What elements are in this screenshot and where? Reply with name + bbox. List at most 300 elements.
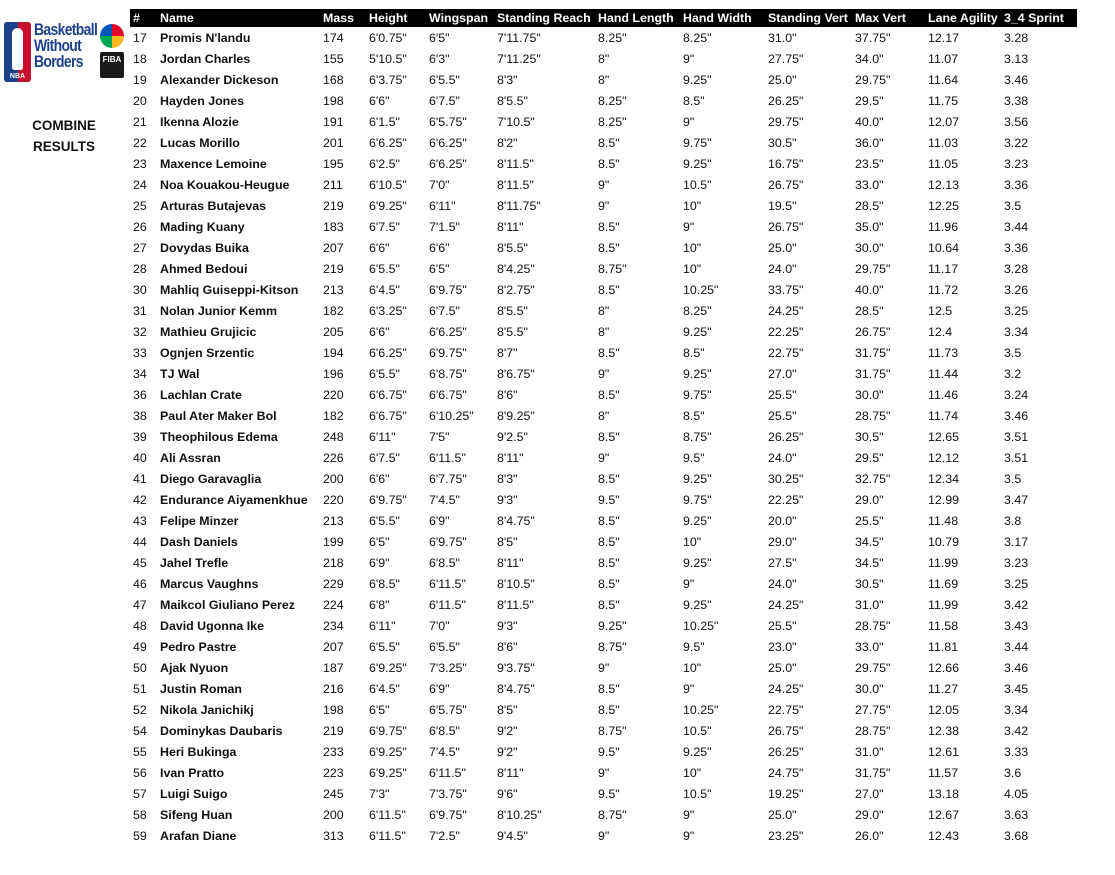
table-cell: 8'11.75" xyxy=(497,198,541,213)
table-row xyxy=(130,531,1077,552)
table-cell: 54 xyxy=(133,723,147,738)
nba-logo-icon xyxy=(4,22,31,82)
table-cell: 22.25" xyxy=(768,492,804,507)
table-cell: 12.38 xyxy=(928,723,960,738)
table-cell: 9.25" xyxy=(683,744,712,759)
table-cell: 19 xyxy=(133,72,147,87)
table-cell: 6'5.5" xyxy=(369,513,400,528)
table-cell: 9.5" xyxy=(683,450,705,465)
table-cell: 47 xyxy=(133,597,147,612)
table-cell: 6'11" xyxy=(369,618,396,633)
table-cell: 34.0" xyxy=(855,51,884,66)
table-cell: 8'11" xyxy=(497,765,524,780)
table-cell: 8'11.5" xyxy=(497,597,534,612)
table-cell: 6'9.75" xyxy=(429,807,467,822)
table-cell: 8'5.5" xyxy=(497,303,528,318)
table-cell: 4.05 xyxy=(1004,786,1029,801)
table-cell: 30.25" xyxy=(768,471,804,486)
table-cell: 8'6" xyxy=(497,639,518,654)
table-row xyxy=(130,510,1077,531)
table-cell: 25.0" xyxy=(768,72,797,87)
table-cell: 8.5" xyxy=(598,534,620,549)
table-cell: 3.63 xyxy=(1004,807,1029,822)
table-cell: 28.75" xyxy=(855,723,891,738)
page-title-line-2: RESULTS xyxy=(32,139,95,154)
table-cell: 23.25" xyxy=(768,828,804,843)
player-name-cell: Mahliq Guiseppi-Kitson xyxy=(160,282,299,297)
table-cell: 7'4.5" xyxy=(429,492,460,507)
page-title-line-1: COMBINE xyxy=(32,118,96,133)
table-cell: 55 xyxy=(133,744,147,759)
column-header-wingspan: Wingspan xyxy=(426,9,494,27)
table-cell: 9" xyxy=(683,576,695,591)
table-row xyxy=(130,300,1077,321)
table-cell: 29.0" xyxy=(855,492,884,507)
table-cell: 6'7.5" xyxy=(369,219,400,234)
table-cell: 10" xyxy=(683,261,702,276)
table-cell: 34.5" xyxy=(855,555,884,570)
table-cell: 6'9" xyxy=(429,681,450,696)
table-cell: 51 xyxy=(133,681,147,696)
table-cell: 9.25" xyxy=(683,513,712,528)
table-cell: 30.0" xyxy=(855,681,884,696)
player-name-cell: Heri Bukinga xyxy=(160,744,237,759)
table-cell: 6'8.5" xyxy=(429,555,460,570)
table-cell: 9.75" xyxy=(683,492,712,507)
table-cell: 200 xyxy=(323,807,344,822)
table-cell: 34.5" xyxy=(855,534,884,549)
table-cell: 11.99 xyxy=(928,597,959,612)
table-cell: 198 xyxy=(323,702,344,717)
combine-results-table xyxy=(130,9,1077,846)
table-cell: 52 xyxy=(133,702,147,717)
player-name-cell: Theophilous Edema xyxy=(160,429,278,444)
bwb-line-2: Without xyxy=(34,36,82,55)
table-cell: 12.67 xyxy=(928,807,960,822)
table-cell: 8.5" xyxy=(598,702,620,717)
table-cell: 48 xyxy=(133,618,147,633)
player-name-cell: Dovydas Buika xyxy=(160,240,249,255)
table-cell: 198 xyxy=(323,93,344,108)
table-cell: 9" xyxy=(683,681,695,696)
player-name-cell: Nikola Janichikj xyxy=(160,702,254,717)
table-cell: 6'5.5" xyxy=(369,366,400,381)
player-name-cell: Endurance Aiyamenkhue xyxy=(160,492,308,507)
table-cell: 6'6.25" xyxy=(369,135,407,150)
column-header-max-vert: Max Vert xyxy=(852,9,925,27)
table-cell: 8'6" xyxy=(497,387,518,402)
table-cell: 5'10.5" xyxy=(369,51,407,66)
table-cell: 28.75" xyxy=(855,408,891,423)
table-cell: 26.75" xyxy=(768,723,804,738)
table-cell: 3.22 xyxy=(1004,135,1029,150)
table-cell: 12.99 xyxy=(928,492,960,507)
table-cell: 11.64 xyxy=(928,72,959,87)
table-cell: 3.36 xyxy=(1004,240,1029,255)
table-row xyxy=(130,195,1077,216)
table-cell: 3.8 xyxy=(1004,513,1022,528)
table-cell: 56 xyxy=(133,765,147,780)
table-cell: 6'6.25" xyxy=(429,324,467,339)
table-cell: 9.25" xyxy=(683,597,712,612)
table-cell: 3.44 xyxy=(1004,219,1029,234)
table-cell: 8'2" xyxy=(497,135,518,150)
table-cell: 6'6.25" xyxy=(429,156,467,171)
nba-label: NBA xyxy=(9,73,26,80)
table-cell: 6'9" xyxy=(429,513,450,528)
table-row xyxy=(130,468,1077,489)
table-cell: 25.0" xyxy=(768,807,797,822)
table-cell: 57 xyxy=(133,786,147,801)
player-name-cell: Marcus Vaughns xyxy=(160,576,259,591)
table-cell: 6'6" xyxy=(429,240,450,255)
table-cell: 8.5" xyxy=(598,156,620,171)
table-cell: 11.07 xyxy=(928,51,959,66)
bwb-line-1: Basketball xyxy=(34,20,98,39)
table-cell: 11.72 xyxy=(928,282,959,297)
player-name-cell: Ikenna Alozie xyxy=(160,114,239,129)
table-cell: 10" xyxy=(683,765,702,780)
table-cell: 10.79 xyxy=(928,534,960,549)
table-cell: 6'5.5" xyxy=(429,72,460,87)
table-cell: 33.0" xyxy=(855,177,884,192)
table-cell: 11.58 xyxy=(928,618,959,633)
player-name-cell: Alexander Dickeson xyxy=(160,72,279,87)
table-cell: 31.75" xyxy=(855,366,891,381)
player-name-cell: Lachlan Crate xyxy=(160,387,242,402)
table-cell: 6'6" xyxy=(369,93,390,108)
table-cell: 29.75" xyxy=(855,72,891,87)
table-cell: 9" xyxy=(598,366,610,381)
table-row xyxy=(130,405,1077,426)
table-row xyxy=(130,636,1077,657)
table-row xyxy=(130,720,1077,741)
table-cell: 8'4.75" xyxy=(497,513,535,528)
table-cell: 8'5.5" xyxy=(497,240,528,255)
table-row xyxy=(130,69,1077,90)
table-cell: 26.25" xyxy=(768,744,804,759)
table-cell: 25.5" xyxy=(768,618,797,633)
table-cell: 3.34 xyxy=(1004,324,1029,339)
table-cell: 8'4.25" xyxy=(497,261,535,276)
table-row xyxy=(130,384,1077,405)
table-cell: 7'10.5" xyxy=(497,114,535,129)
table-cell: 226 xyxy=(323,450,344,465)
table-cell: 168 xyxy=(323,72,344,87)
table-cell: 6'5.75" xyxy=(429,114,467,129)
table-cell: 3.5 xyxy=(1004,471,1022,486)
page-title xyxy=(0,115,128,157)
table-cell: 30 xyxy=(133,282,147,297)
table-cell: 12.25 xyxy=(928,198,960,213)
table-cell: 8.25" xyxy=(683,30,712,45)
table-cell: 28.75" xyxy=(855,618,891,633)
column-header-hand-length: Hand Length xyxy=(595,9,680,27)
table-cell: 3.23 xyxy=(1004,555,1029,570)
fiba-label: FIBA xyxy=(102,55,122,64)
table-cell: 8.25" xyxy=(683,303,712,318)
table-cell: 8'3" xyxy=(497,72,518,87)
table-cell: 3.42 xyxy=(1004,597,1029,612)
table-row xyxy=(130,111,1077,132)
table-cell: 10.5" xyxy=(683,786,712,801)
table-cell: 8'6.75" xyxy=(497,366,535,381)
table-cell: 24.25" xyxy=(768,597,804,612)
table-body xyxy=(130,27,1077,846)
table-cell: 3.17 xyxy=(1004,534,1029,549)
table-cell: 9" xyxy=(598,765,610,780)
table-cell: 234 xyxy=(323,618,344,633)
table-cell: 7'3.75" xyxy=(429,786,467,801)
table-cell: 6'5.5" xyxy=(369,639,400,654)
table-cell: 199 xyxy=(323,534,344,549)
bwb-line-3: Borders xyxy=(34,52,83,71)
table-cell: 12.13 xyxy=(928,177,960,192)
table-cell: 6'11.5" xyxy=(429,597,466,612)
table-cell: 28.5" xyxy=(855,198,884,213)
table-row xyxy=(130,573,1077,594)
table-cell: 24.0" xyxy=(768,261,797,276)
table-cell: 6'5" xyxy=(429,261,450,276)
table-cell: 6'4.5" xyxy=(369,681,400,696)
table-row xyxy=(130,216,1077,237)
table-header-row xyxy=(130,9,1077,27)
table-cell: 6'5" xyxy=(429,30,450,45)
table-cell: 24.0" xyxy=(768,450,797,465)
table-cell: 12.61 xyxy=(928,744,960,759)
player-name-cell: Hayden Jones xyxy=(160,93,245,108)
table-cell: 8'10.25" xyxy=(497,807,542,822)
table-cell: 220 xyxy=(323,492,344,507)
table-cell: 8.5" xyxy=(598,681,620,696)
table-cell: 23 xyxy=(133,156,147,171)
table-cell: 10.25" xyxy=(683,618,719,633)
table-cell: 13.18 xyxy=(928,786,960,801)
table-cell: 11.57 xyxy=(928,765,959,780)
table-cell: 9'4.5" xyxy=(497,828,528,843)
table-cell: 6'9" xyxy=(369,555,390,570)
table-cell: 200 xyxy=(323,471,344,486)
table-cell: 191 xyxy=(323,114,344,129)
table-row xyxy=(130,153,1077,174)
table-cell: 18 xyxy=(133,51,147,66)
table-row xyxy=(130,762,1077,783)
player-name-cell: Diego Garavaglia xyxy=(160,471,262,486)
player-name-cell: Ognjen Srzentic xyxy=(160,345,255,360)
table-cell: 9.25" xyxy=(683,156,712,171)
table-cell: 43 xyxy=(133,513,147,528)
column-header-mass: Mass xyxy=(320,9,366,27)
table-cell: 8'7" xyxy=(497,345,518,360)
table-cell: 8.5" xyxy=(598,597,620,612)
table-row xyxy=(130,825,1077,846)
table-cell: 3.28 xyxy=(1004,261,1029,276)
table-cell: 26.75" xyxy=(768,177,804,192)
table-cell: 3.13 xyxy=(1004,51,1029,66)
table-cell: 29.5" xyxy=(855,93,884,108)
table-cell: 26.75" xyxy=(855,324,891,339)
table-cell: 6'8" xyxy=(369,597,390,612)
table-row xyxy=(130,552,1077,573)
table-cell: 30.5" xyxy=(768,135,797,150)
table-cell: 41 xyxy=(133,471,147,486)
table-cell: 6'9.75" xyxy=(369,492,407,507)
column-header-hand-width: Hand Width xyxy=(680,9,765,27)
table-cell: 7'3" xyxy=(369,786,390,801)
table-cell: 35.0" xyxy=(855,219,884,234)
table-cell: 9.25" xyxy=(683,555,712,570)
table-cell: 6'8.5" xyxy=(429,723,460,738)
table-cell: 6'9.25" xyxy=(369,744,407,759)
table-cell: 6'11.5" xyxy=(429,450,466,465)
table-cell: 11.46 xyxy=(928,387,959,402)
table-cell: 8'2.75" xyxy=(497,282,535,297)
fiba-logo-icon xyxy=(100,52,124,78)
table-cell: 3.2 xyxy=(1004,366,1022,381)
table-cell: 3.36 xyxy=(1004,177,1029,192)
table-cell: 46 xyxy=(133,576,147,591)
table-cell: 9" xyxy=(598,177,610,192)
table-cell: 3.44 xyxy=(1004,639,1029,654)
table-cell: 9" xyxy=(598,450,610,465)
table-cell: 10.25" xyxy=(683,282,719,297)
table-cell: 3.28 xyxy=(1004,30,1029,45)
table-cell: 6'5" xyxy=(369,702,390,717)
table-cell: 6'7.5" xyxy=(429,93,460,108)
table-row xyxy=(130,342,1077,363)
table-cell: 3.51 xyxy=(1004,429,1029,444)
table-cell: 8'5.5" xyxy=(497,93,528,108)
table-cell: 9.25" xyxy=(683,72,712,87)
table-cell: 29.0" xyxy=(768,534,797,549)
table-cell: 6'3.75" xyxy=(369,72,407,87)
table-cell: 8.75" xyxy=(598,261,627,276)
table-cell: 207 xyxy=(323,639,344,654)
player-name-cell: Dash Daniels xyxy=(160,534,238,549)
table-cell: 3.25 xyxy=(1004,303,1029,318)
table-cell: 11.69 xyxy=(928,576,959,591)
table-cell: 24.0" xyxy=(768,576,797,591)
table-row xyxy=(130,363,1077,384)
table-cell: 9.5" xyxy=(598,492,620,507)
table-cell: 9" xyxy=(598,198,610,213)
table-cell: 40.0" xyxy=(855,114,884,129)
sidebar xyxy=(0,0,126,875)
table-cell: 20.0" xyxy=(768,513,797,528)
table-row xyxy=(130,447,1077,468)
table-cell: 32 xyxy=(133,324,147,339)
table-cell: 8.5" xyxy=(598,513,620,528)
table-cell: 9" xyxy=(683,807,695,822)
table-cell: 7'5" xyxy=(429,429,450,444)
table-cell: 12.12 xyxy=(928,450,960,465)
table-cell: 40.0" xyxy=(855,282,884,297)
table-cell: 9.5" xyxy=(598,786,620,801)
table-cell: 6'0.75" xyxy=(369,30,407,45)
player-name-cell: Noa Kouakou-Heugue xyxy=(160,177,290,192)
table-cell: 8.5" xyxy=(598,576,620,591)
table-cell: 182 xyxy=(323,303,344,318)
table-cell: 9'2" xyxy=(497,723,518,738)
table-cell: 8.5" xyxy=(598,471,620,486)
table-cell: 201 xyxy=(323,135,344,150)
table-cell: 218 xyxy=(323,555,344,570)
table-cell: 27.75" xyxy=(768,51,804,66)
table-cell: 11.96 xyxy=(928,219,959,234)
table-cell: 6'6" xyxy=(369,471,390,486)
table-cell: 22.25" xyxy=(768,324,804,339)
table-cell: 3.5 xyxy=(1004,198,1022,213)
table-cell: 59 xyxy=(133,828,147,843)
table-cell: 11.74 xyxy=(928,408,959,423)
table-cell: 26.75" xyxy=(768,219,804,234)
table-cell: 3.34 xyxy=(1004,702,1029,717)
table-cell: 30.0" xyxy=(855,387,884,402)
table-cell: 8.5" xyxy=(598,387,620,402)
table-cell: 7'2.5" xyxy=(429,828,460,843)
table-cell: 10" xyxy=(683,240,702,255)
table-cell: 8" xyxy=(598,408,610,423)
table-cell: 26 xyxy=(133,219,147,234)
table-cell: 216 xyxy=(323,681,344,696)
table-cell: 12.4 xyxy=(928,324,953,339)
table-cell: 9.5" xyxy=(683,639,705,654)
table-row xyxy=(130,174,1077,195)
table-cell: 8.5" xyxy=(598,429,620,444)
table-cell: 24.25" xyxy=(768,303,804,318)
table-cell: 174 xyxy=(323,30,344,45)
table-cell: 8.25" xyxy=(598,93,627,108)
table-cell: 6'9.75" xyxy=(429,534,467,549)
table-cell: 8.5" xyxy=(598,240,620,255)
table-cell: 44 xyxy=(133,534,147,549)
table-cell: 8.75" xyxy=(598,723,627,738)
table-cell: 30.5" xyxy=(855,429,884,444)
table-cell: 213 xyxy=(323,282,344,297)
table-cell: 28 xyxy=(133,261,147,276)
table-cell: 3.26 xyxy=(1004,282,1029,297)
table-cell: 8.5" xyxy=(598,219,620,234)
table-cell: 33.0" xyxy=(855,639,884,654)
bwb-wordmark xyxy=(34,20,98,71)
table-cell: 8.25" xyxy=(598,114,627,129)
table-cell: 7'0" xyxy=(429,177,450,192)
table-cell: 25.0" xyxy=(768,240,797,255)
table-cell: 182 xyxy=(323,408,344,423)
table-cell: 6'10.5" xyxy=(369,177,407,192)
table-cell: 8'11" xyxy=(497,450,524,465)
table-cell: 8'5" xyxy=(497,702,518,717)
table-cell: 8" xyxy=(598,72,610,87)
player-name-cell: Ali Assran xyxy=(160,450,221,465)
table-cell: 12.66 xyxy=(928,660,960,675)
table-cell: 196 xyxy=(323,366,344,381)
table-cell: 8.5" xyxy=(683,345,705,360)
player-name-cell: David Ugonna Ike xyxy=(160,618,264,633)
table-cell: 8.5" xyxy=(598,135,620,150)
table-cell: 25.5" xyxy=(855,513,884,528)
table-cell: 8'11" xyxy=(497,219,524,234)
table-cell: 11.05 xyxy=(928,156,959,171)
table-cell: 31.75" xyxy=(855,765,891,780)
table-cell: 26.25" xyxy=(768,93,804,108)
table-cell: 6'1.5" xyxy=(369,114,400,129)
table-cell: 22.75" xyxy=(768,345,804,360)
table-cell: 6'6.25" xyxy=(369,345,407,360)
table-cell: 3.46 xyxy=(1004,72,1029,87)
table-cell: 8.5" xyxy=(598,345,620,360)
table-cell: 23.0" xyxy=(768,639,797,654)
